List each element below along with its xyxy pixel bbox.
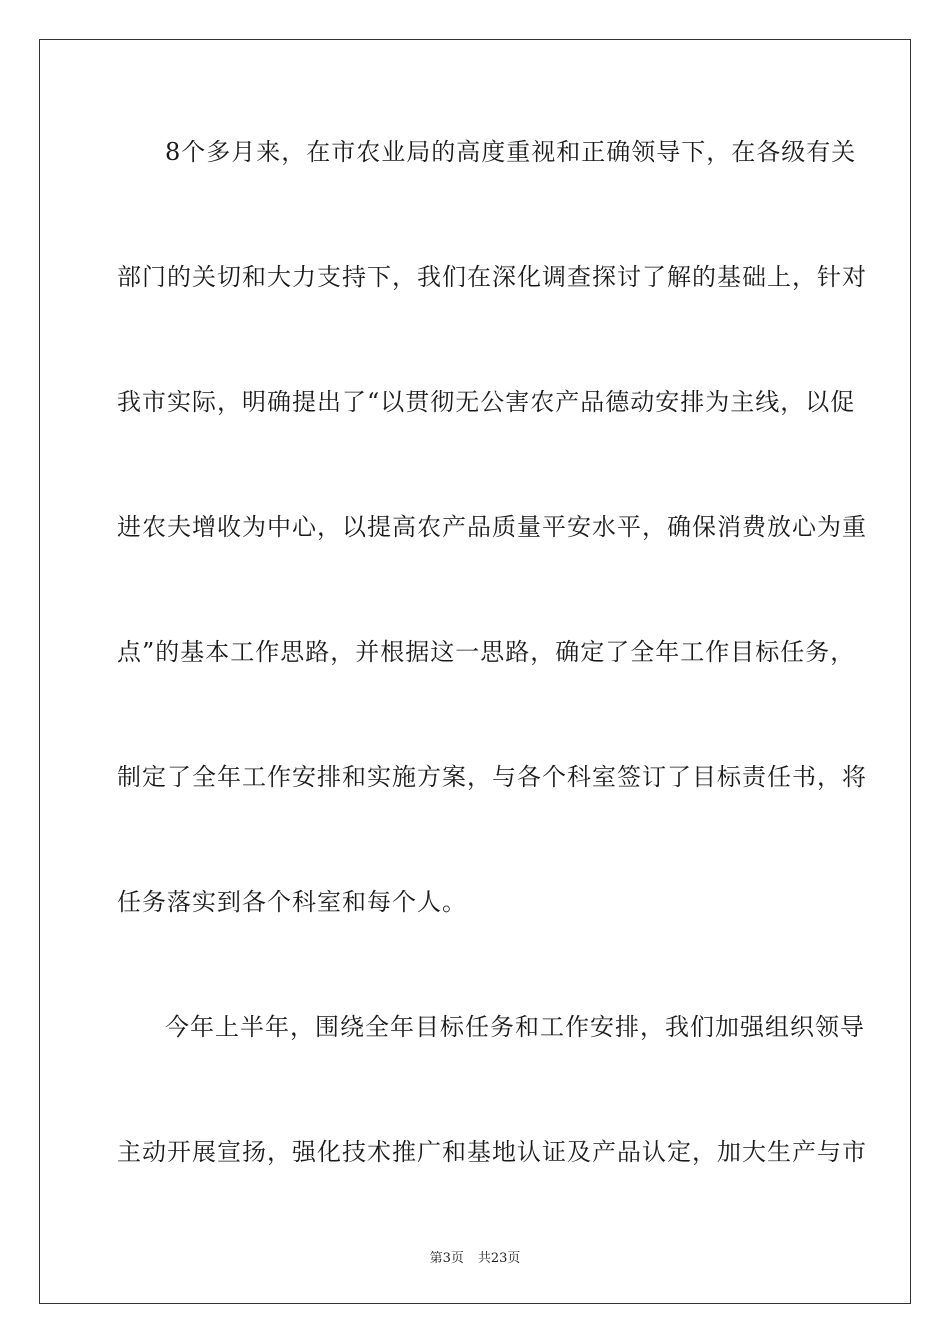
paragraph-1-line-4: 进农夫增收为中心，以提高农产品质量平安水平，确保消费放心为重 (117, 513, 867, 541)
paragraph-1-line-1: 8个多月来，在市农业局的高度重视和正确领导下，在各级有关 (165, 138, 857, 166)
paragraph-2-line-1: 今年上半年，围绕全年目标任务和工作安排，我们加强组织领导 (165, 1013, 865, 1041)
paragraph-1-line-6: 制定了全年工作安排和实施方案，与各个科室签订了目标责任书，将 (117, 763, 867, 791)
document-body (117, 127, 867, 1252)
page-total: 共23页 (477, 1251, 521, 1266)
paragraph-1-line-3: 我市实际，明确提出了“以贯彻无公害农产品德动安排为主线，以促 (117, 388, 856, 416)
page-footer (0, 1247, 950, 1266)
paragraph-2-line-2: 主动开展宣扬，强化技术推广和基地认证及产品认定，加大生产与市 (117, 1138, 867, 1166)
paragraph-1-line-2: 部门的关切和大力支持下，我们在深化调查探讨了解的基础上，针对 (117, 263, 867, 291)
page-number: 第3页 (429, 1251, 464, 1266)
paragraph-1-line-7: 任务落实到各个科室和每个人。 (117, 888, 467, 916)
paragraph-1-line-5: 点”的基本工作思路，并根据这一思路，确定了全年工作目标任务， (117, 638, 856, 666)
